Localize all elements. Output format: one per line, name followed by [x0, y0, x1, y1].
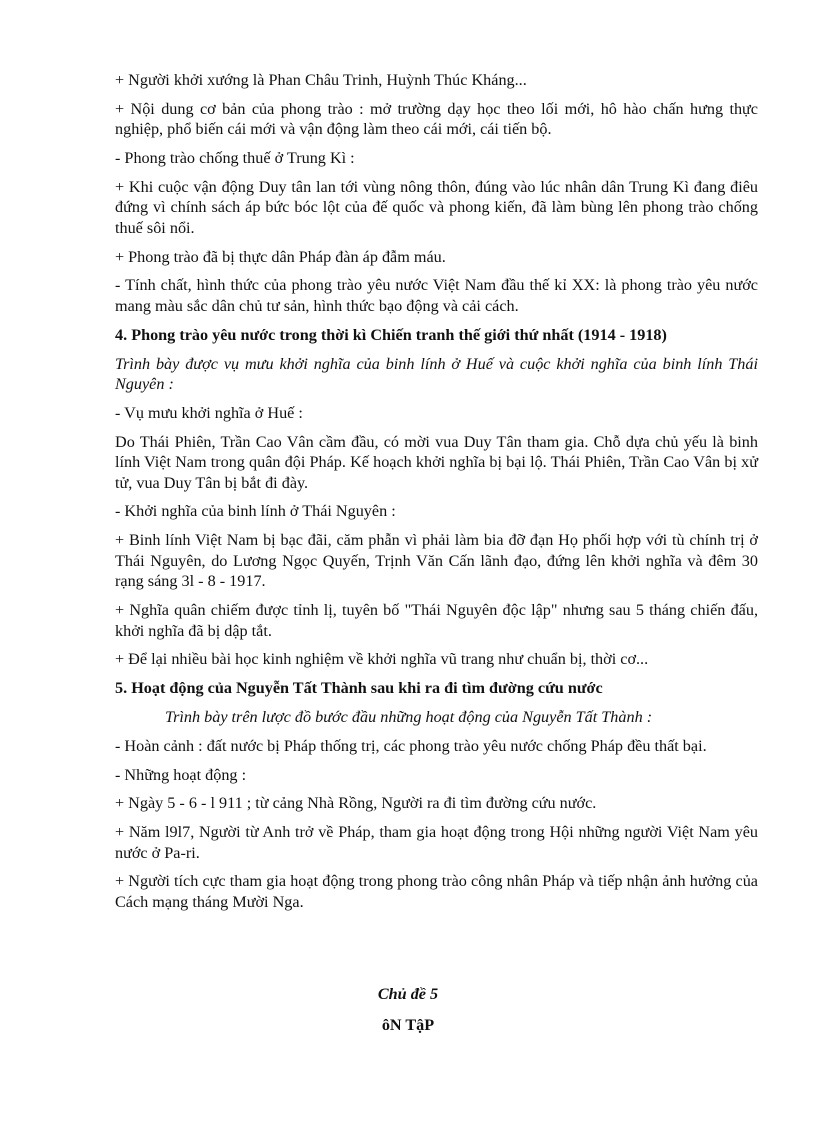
paragraph: + Năm l9l7, Người từ Anh trở về Pháp, tham gia hoạt động trong Hội những người Việt Nam yêu nước ở Pa-ri.	[115, 823, 758, 862]
paragraph: - Những hoạt động :	[115, 765, 247, 784]
paragraph: + Nội dung cơ bản của phong trào : mở trường dạy học theo lối mới, hô hào chấn hưng thực nghiệp, phổ biến cái mới và vận động làm theo cái mới, cái tiến bộ.	[115, 99, 758, 139]
paragraph: Do Thái Phiên, Trần Cao Vân cầm đầu, có mời vua Duy Tân tham gia. Chỗ dựa chủ yếu là binh lính Việt Nam trong quân đội Pháp. Kế hoạch khởi nghĩa bị bại lộ. Thái Phiên, Trần Cao Vân bị xử tử, vua Duy Tân bị bắt đi đày.	[115, 432, 758, 492]
paragraph: + Binh lính Việt Nam bị bạc đãi, căm phẫn vì phải làm bia đỡ đạn Họ phối hợp với tù chính trị ở Thái Nguyên, do Lương Ngọc Quyến, Trịnh Văn Cấn lãnh đạo, đứng lên khởi nghĩa và đêm 30 rạng sáng 3l - 8 - 1917.	[115, 531, 758, 591]
paragraph: - Tính chất, hình thức của phong trào yêu nước Việt Nam đầu thế kỉ XX: là phong trào yêu nước mang màu sắc dân chủ tư sản, hình thức bạo động và cải cách.	[115, 276, 758, 315]
paragraph: + Phong trào đã bị thực dân Pháp đàn áp đẫm máu.	[115, 247, 446, 266]
paragraph: - Vụ mưu khởi nghĩa ở Huế :	[115, 403, 303, 422]
paragraph: + Người khởi xướng là Phan Châu Trinh, Huỳnh Thúc Kháng...	[115, 71, 527, 89]
section-heading-4: 4. Phong trào yêu nước trong thời kì Chiến tranh thế giới thứ nhất (1914 - 1918)	[115, 325, 667, 344]
paragraph: + Để lại nhiều bài học kinh nghiệm về khởi nghĩa vũ trang như chuẩn bị, thời cơ...	[115, 650, 649, 669]
section-heading-5: 5. Hoạt động của Nguyễn Tất Thành sau khi ra đi tìm đường cứu nước	[115, 679, 603, 698]
topic-title: Chủ đề 5	[377, 985, 439, 1003]
review-title: ôN TậP	[381, 1016, 435, 1034]
paragraph: + Khi cuộc vận động Duy tân lan tới vùng nông thôn, đúng vào lúc nhân dân Trung Kì đang điêu đứng vì chính sách áp bức bóc lột của đế quốc và phong kiến, đã làm bùng lên phong trào chống thuế sôi nổi.	[115, 177, 758, 237]
paragraph: + Nghĩa quân chiếm được tỉnh lị, tuyên bố "Thái Nguyên độc lập" nhưng sau 5 tháng chiến đấu, khởi nghĩa đã bị dập tắt.	[115, 601, 758, 640]
section-objective: Trình bày được vụ mưu khởi nghĩa của binh lính ở Huế và cuộc khởi nghĩa của binh lính Thái Nguyên :	[115, 354, 758, 394]
document-body	[115, 70, 758, 921]
paragraph: - Khởi nghĩa của binh lính ở Thái Nguyên :	[115, 502, 396, 521]
paragraph: + Ngày 5 - 6 - l 911 ; từ cảng Nhà Rồng, Người ra đi tìm đường cứu nước.	[115, 794, 597, 813]
paragraph: + Người tích cực tham gia hoạt động trong phong trào công nhân Pháp và tiếp nhận ảnh hưởng của Cách mạng tháng Mười Nga.	[115, 872, 758, 911]
section-objective: Trình bày trên lược đồ bước đầu những hoạt động của Nguyễn Tất Thành :	[165, 707, 653, 726]
paragraph: - Phong trào chống thuế ở Trung Kì :	[115, 149, 355, 168]
paragraph: - Hoàn cảnh : đất nước bị Pháp thống trị, các phong trào yêu nước chống Pháp đều thất bại.	[115, 736, 707, 755]
